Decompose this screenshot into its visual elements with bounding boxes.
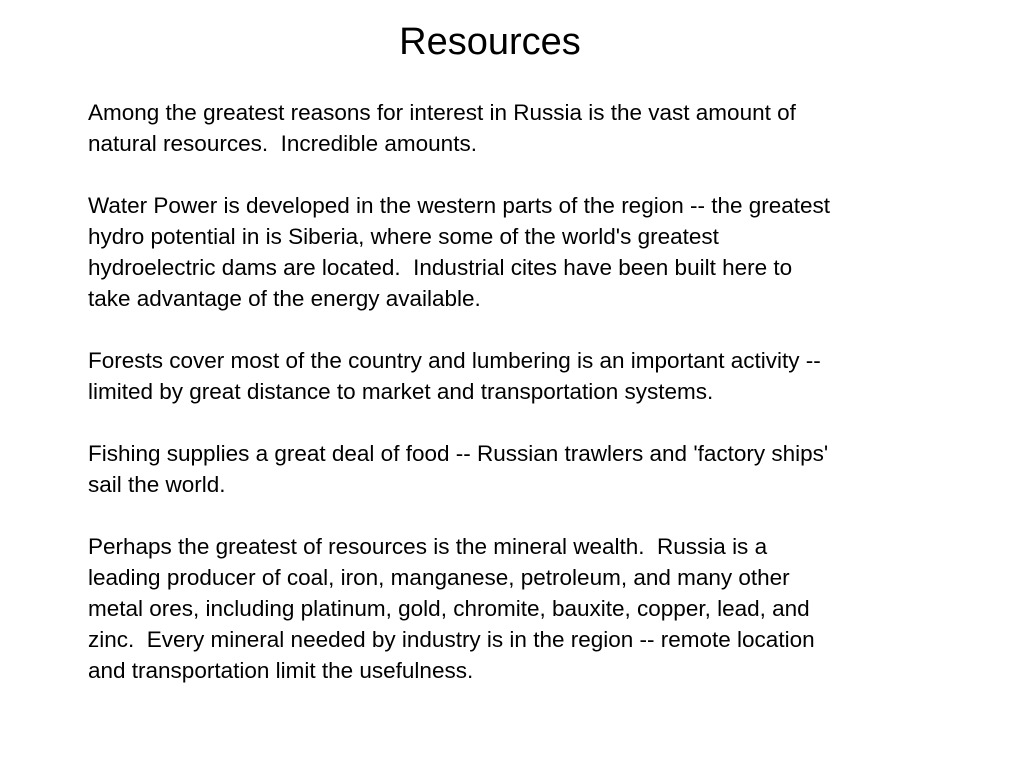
text-line: hydro potential in is Siberia, where some of the world's greatest: [88, 224, 719, 249]
text-line: Perhaps the greatest of resources is the mineral wealth. Russia is a: [88, 534, 768, 559]
text-line: leading producer of coal, iron, manganese, petroleum, and many other: [88, 565, 790, 590]
text-line: Forests cover most of the country and lumbering is an important activity --: [88, 348, 821, 373]
text-line: limited by great distance to market and transportation systems.: [88, 379, 714, 404]
text-line: zinc. Every mineral needed by industry is in the region -- remote location: [88, 627, 815, 652]
paragraph-forests: [88, 345, 958, 407]
text-line: and transportation limit the usefulness.: [88, 658, 474, 683]
text-line: Fishing supplies a great deal of food -- Russian trawlers and 'factory ships': [88, 441, 829, 466]
paragraph-fishing: [88, 438, 958, 500]
slide-body: [88, 97, 958, 717]
text-line: Water Power is developed in the western parts of the region -- the greatest: [88, 193, 831, 218]
paragraph-interest: [88, 97, 958, 159]
text-line: Among the greatest reasons for interest in Russia is the vast amount of: [88, 100, 796, 125]
text-line: hydroelectric dams are located. Industrial cites have been built here to: [88, 255, 793, 280]
paragraph-minerals: [88, 531, 958, 686]
paragraph-water-power: [88, 190, 958, 314]
slide-title: Resources: [399, 21, 581, 63]
text-line: natural resources. Incredible amounts.: [88, 131, 477, 156]
text-line: metal ores, including platinum, gold, chromite, bauxite, copper, lead, and: [88, 596, 810, 621]
text-line: take advantage of the energy available.: [88, 286, 481, 311]
text-line: sail the world.: [88, 472, 226, 497]
